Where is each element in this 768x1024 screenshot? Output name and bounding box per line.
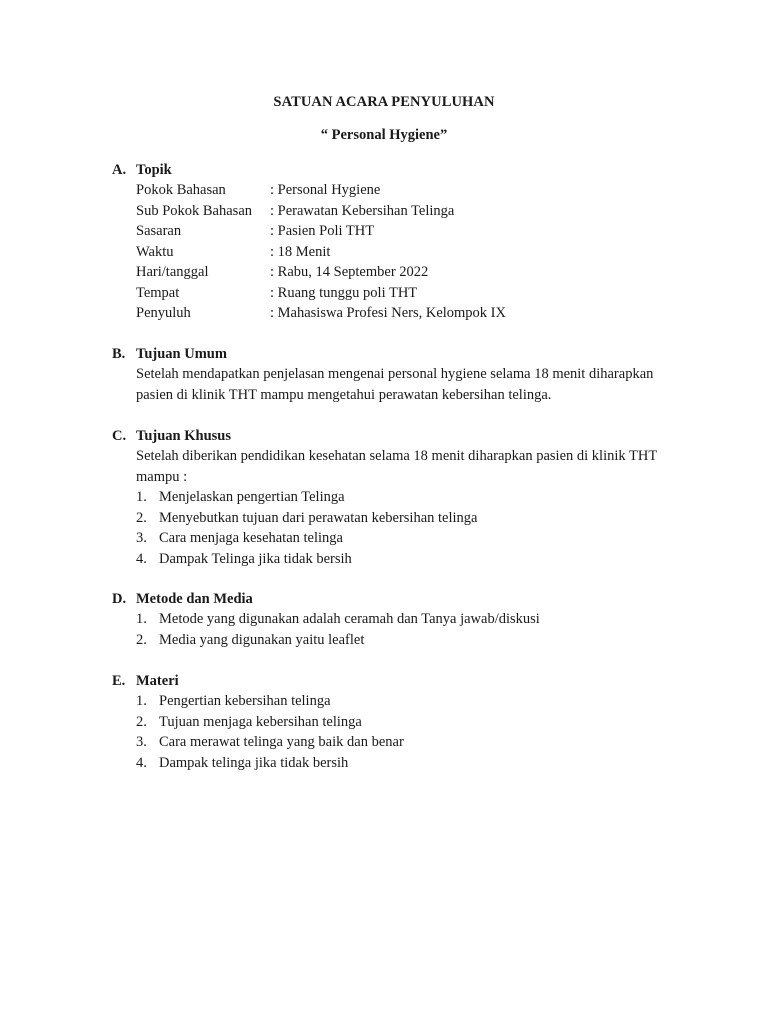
list-text: Menjelaskan pengertian Telinga: [159, 489, 345, 505]
topik-key: Pokok Bahasan: [136, 182, 226, 198]
topik-key: Sub Pokok Bahasan: [136, 202, 252, 219]
document-title: SATUAN ACARA PENYULUHAN: [273, 94, 495, 110]
topik-value: : Ruang tunggu poli THT: [270, 284, 418, 301]
section-letter: A.: [112, 162, 127, 178]
list-item: [112, 712, 692, 733]
topik-key: Penyuluh: [136, 305, 191, 321]
list-number: 1.: [136, 693, 147, 709]
section-paragraph: [112, 364, 692, 405]
list-text: Pengertian kebersihan telinga: [159, 693, 331, 709]
section-paragraph: [112, 446, 692, 487]
section-title: Tujuan Khusus: [136, 428, 231, 444]
section-heading: [112, 344, 692, 364]
topik-key: Sasaran: [136, 223, 182, 239]
section-materi: [112, 671, 692, 774]
topik-value: : Perawatan Kebersihan Telinga: [270, 202, 455, 219]
topik-row: [112, 242, 692, 263]
list-item: [112, 549, 692, 570]
list-item: [112, 630, 692, 651]
topik-row: [112, 303, 692, 324]
topik-value: : 18 Menit: [270, 243, 331, 260]
topik-key: Tempat: [136, 284, 180, 301]
section-letter: C.: [112, 428, 127, 444]
section-heading: [112, 671, 692, 691]
list-text: Menyebutkan tujuan dari perawatan kebersihan telinga: [159, 509, 478, 526]
section-tujuan-umum: [112, 344, 692, 405]
topik-value: : Rabu, 14 September 2022: [270, 264, 429, 280]
topik-value: : Pasien Poli THT: [270, 223, 375, 239]
topik-key: Hari/tanggal: [136, 264, 209, 280]
list-text: Media yang digunakan yaitu leaflet: [159, 631, 365, 648]
list-text: Cara menjaga kesehatan telinga: [159, 530, 343, 547]
section-title: Materi: [136, 673, 179, 689]
paragraph-line: pasien di klinik THT mampu mengetahui perawatan kebersihan telinga.: [136, 386, 552, 403]
section-heading: [112, 426, 692, 446]
section-tujuan-khusus: [112, 426, 692, 570]
list-number: 2.: [136, 631, 147, 648]
list-text: Dampak telinga jika tidak bersih: [159, 755, 349, 772]
section-letter: B.: [112, 346, 126, 362]
topik-row: [112, 221, 692, 242]
list-number: 3.: [136, 734, 147, 751]
list-item: [112, 691, 692, 712]
section-title: Metode dan Media: [136, 591, 253, 607]
topik-row: [112, 201, 692, 222]
paragraph-line: mampu :: [136, 468, 188, 485]
section-topik: [112, 160, 692, 324]
topik-row: [112, 180, 692, 201]
list-item: [112, 732, 692, 753]
list-text: Tujuan menjaga kebersihan telinga: [159, 713, 362, 730]
list-number: 4.: [136, 755, 147, 772]
list-item: [112, 487, 692, 508]
list-item: [112, 508, 692, 529]
list-item: [112, 609, 692, 630]
list-number: 3.: [136, 530, 147, 547]
section-title: Topik: [136, 162, 172, 178]
list-number: 4.: [136, 551, 147, 568]
list-number: 1.: [136, 489, 147, 505]
section-metode-media: [112, 589, 692, 650]
topik-key: Waktu: [136, 243, 174, 260]
topik-row: [112, 283, 692, 304]
list-number: 2.: [136, 509, 147, 526]
topik-row: [112, 262, 692, 283]
list-number: 2.: [136, 713, 147, 730]
section-letter: D.: [112, 591, 127, 607]
list-number: 1.: [136, 611, 147, 627]
paragraph-line: Setelah mendapatkan penjelasan mengenai personal hygiene selama 18 menit diharapkan: [136, 366, 654, 382]
section-title: Tujuan Umum: [136, 346, 227, 362]
section-heading: [112, 160, 692, 180]
topik-value: : Mahasiswa Profesi Ners, Kelompok IX: [270, 305, 506, 321]
document-subtitle: “ Personal Hygiene”: [320, 127, 448, 143]
topik-value: : Personal Hygiene: [270, 182, 381, 198]
list-item: [112, 528, 692, 549]
section-letter: E.: [112, 673, 126, 689]
list-text: Cara merawat telinga yang baik dan benar: [159, 734, 404, 751]
list-text: Dampak Telinga jika tidak bersih: [159, 551, 352, 568]
paragraph-line: Setelah diberikan pendidikan kesehatan selama 18 menit diharapkan pasien di klinik THT: [136, 448, 658, 464]
list-item: [112, 753, 692, 774]
list-text: Metode yang digunakan adalah ceramah dan Tanya jawab/diskusi: [159, 611, 540, 627]
section-heading: [112, 589, 692, 609]
